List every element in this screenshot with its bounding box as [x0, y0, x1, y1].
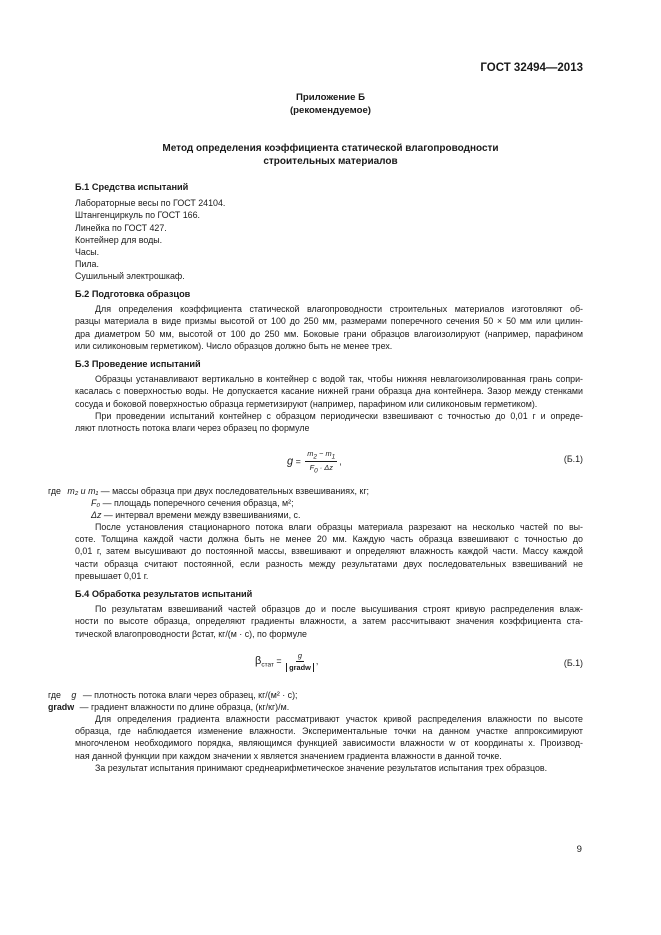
list-item: Пила. [75, 259, 99, 270]
section-b2 [75, 288, 583, 352]
section-b4-paragraph-1: По результатам взвешиваний частей образцов до и после высушивания строят кривую распределения влаж- ности по высоте образца, определяют градиенты влажности, а затем рассчитывают значения коэффициента ста- тической влагопроводности βстат, кг/(м · с), по формуле [75, 604, 583, 639]
section-b4-paragraph-2: Для определения градиента влажности рассматривают участок кривой распределения влажности по высоте образца, где наблюдается изменение влажности. Экспериментальные точки на данном участке аппроксимируют многочленом необходимого порядка, являющимся функцией зависимости влажности w от координаты x. Производ- ная данной функции при каждом значении x является значением градиента влажности в данной точке. [75, 714, 583, 761]
appendix-heading [0, 91, 661, 117]
legend-g: где g — плотность потока влаги через образец, кг/(м² · с); [48, 690, 298, 700]
section-b4-heading: Б.4 Обработка результатов испытаний [75, 589, 253, 599]
standard-code: ГОСТ 32494—2013 [480, 62, 583, 74]
appendix-title: Приложение Б [296, 92, 365, 103]
list-item: Контейнер для воды. [75, 234, 163, 245]
conductivity-fraction: $\frac{g}{\text{gradw}}$ [286, 651, 314, 672]
formula-b1-flux: g = $\frac{m_2 - m_1}{F_0 \cdot \Delta z}$ , (Б.1) [287, 449, 583, 475]
legend-m: где m₂ и m₁ — массы образца при двух последовательных взвешиваниях, кг; [48, 486, 370, 496]
section-b3-paragraph-3: После установления стационарного потока влаги образцы материала разрезают на несколько частей по вы- соте. Толщина каждой части должна быть не менее 20 мм. Каждую часть образца взвешивают с точностью до 0,01 г, затем высушивают до постоянной массы, взвешивают и определяют влажность каждой части. Массу каждой части образца считают постоянной, если разность между результатами двух последовательных взвешиваний не превышает 0,01 г. [75, 522, 583, 581]
section-b1-heading: Б.1 Средства испытаний [75, 182, 189, 192]
list-item: Линейка по ГОСТ 427. [75, 222, 167, 233]
equation-number: (Б.1) [563, 454, 583, 464]
section-b3-heading: Б.3 Проведение испытаний [75, 359, 201, 369]
flux-fraction: $\frac{m_2 - m_1}{F_0 \cdot \Delta z}$ [307, 449, 336, 475]
list-item: Сушильный электрошкаф. [75, 271, 185, 282]
section-b4 [75, 588, 583, 640]
legend-grad: gradw — градиент влажности по длине образца, (кг/кг)/м. [48, 702, 290, 712]
legend-f: F₀ — площадь поперечного сечения образца, м²; [91, 498, 294, 508]
method-title-line2: строительных материалов [263, 156, 398, 167]
section-b4-paragraph-3: За результат испытания принимают среднеарифметическое значение результатов испытания трех образцов. [95, 763, 548, 773]
equipment-list [75, 197, 583, 282]
section-b3-paragraph-2: При проведении испытаний контейнер с образцом периодически взвешивают с точностью до 0,01 г и опреде- ляют плотность потока влаги через образец по формуле [75, 410, 583, 434]
method-title-line1: Метод определения коэффициента статической влагопроводности [162, 143, 499, 154]
method-title [0, 142, 661, 168]
formula-b1-conductivity: $\beta_{стат}$ = $\frac{g}{\text{gradw}}$ , (Б.1) [255, 651, 583, 672]
list-item: Лабораторные весы по ГОСТ 24104. [75, 198, 226, 209]
legend-dz: Δz — интервал времени между взвешиваниями, с. [91, 510, 301, 520]
section-b1 [75, 181, 583, 283]
list-item: Штангенциркуль по ГОСТ 166. [75, 210, 200, 221]
page-number: 9 [576, 844, 582, 855]
section-b2-paragraph: Для определения коэффициента статической влагопроводности строительных материалов изготовляют об- разцы материала в виде призмы высотой от 100 до 250 мм, размерами поперечного сечения 50 × 50 мм или цилин- дра диаметром 50 мм, высотой от 100 до 250 мм. Боковые грани образцов влагоизолируют (например, парафином или силиконовым герметиком). Число образцов должно быть не менее трех. [75, 304, 583, 351]
section-b3-paragraph-1: Образцы устанавливают вертикально в контейнер с водой так, чтобы нижняя невлагоизолированная грань сопри- касалась с поверхностью воды. Не допускается касание нижней грани образца дна контейнера. Зазор между стенками сосуда и боковой поверхностью образца герметизируют (например, парафином или силиконовым герметиком). [75, 374, 583, 409]
list-item: Часы. [75, 247, 100, 258]
section-b3 [75, 358, 583, 434]
appendix-subtitle: (рекомендуемое) [289, 105, 371, 116]
section-b2-heading: Б.2 Подготовка образцов [75, 289, 191, 299]
equation-number: (Б.1) [563, 658, 583, 668]
